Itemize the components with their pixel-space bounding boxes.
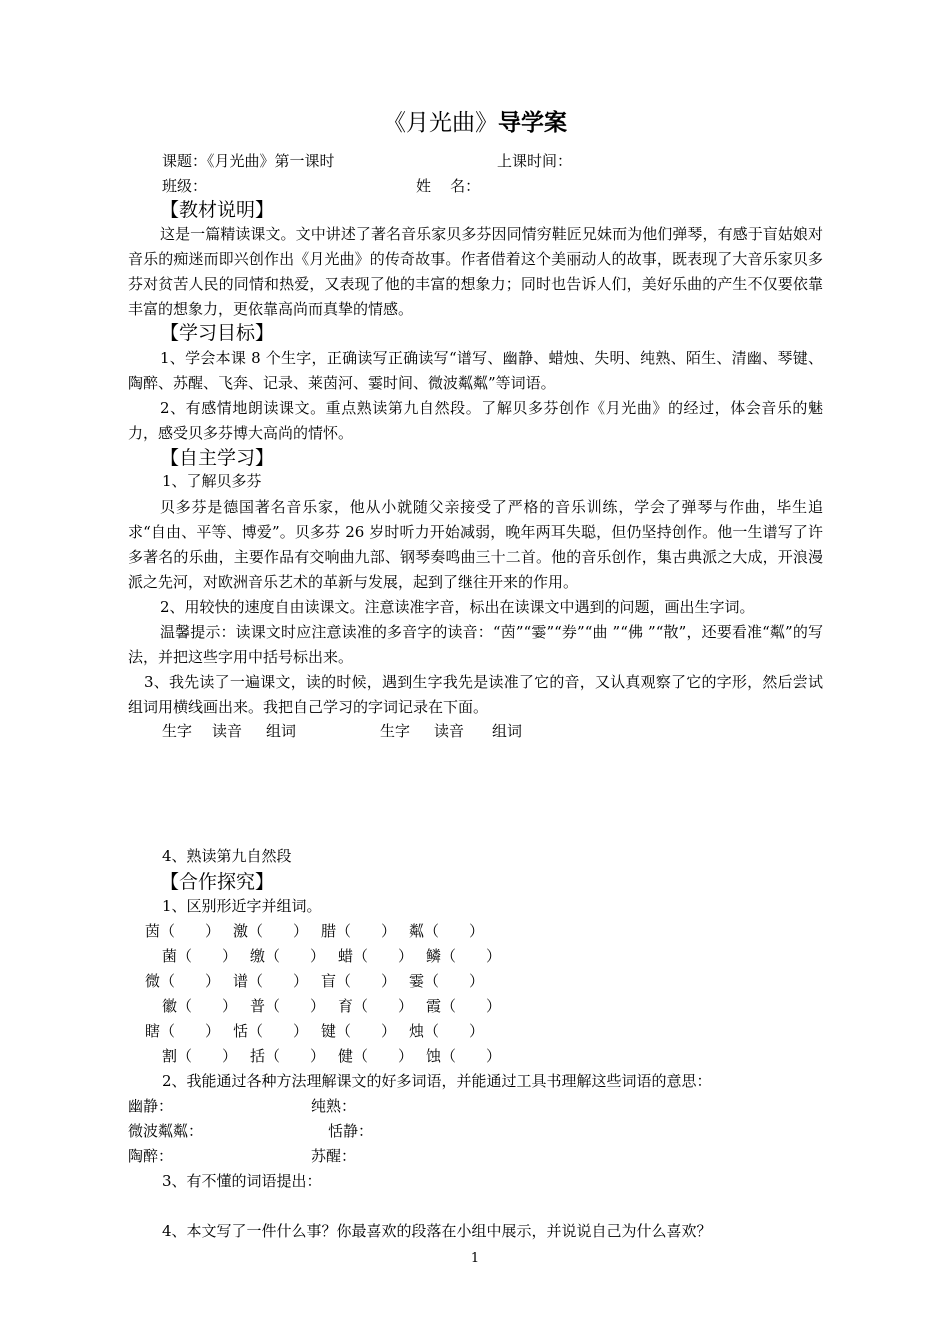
title-book-name: 《月光曲》 bbox=[383, 110, 498, 136]
header-word-2: 组词 bbox=[492, 722, 523, 740]
materials-paragraph: 这是一篇精读课文。文中讲述了著名音乐家贝多芬因同情穷鞋匠兄妹而为他们弹琴，有感于盲姑娘对音乐的痴迷而即兴创作出《月光曲》的传奇故事。作者借着这个美丽动人的故事，既表现了大音乐家贝多芬对贫苦人民的同情和热爱，又表现了他的丰富的想象力；同时也告诉人们，美好乐曲的产生不仅要依靠丰富的想象力，更依靠高尚而真挚的情感。 bbox=[128, 225, 823, 318]
cooperation-item-4: 4、本文写了一件什么事？你最喜欢的段落在小组中展示，并说说自己为什么喜欢？ bbox=[162, 1222, 712, 1240]
char-cell: 徽（ ） bbox=[162, 997, 238, 1015]
section-heading-cooperation: 【合作探究】 bbox=[160, 871, 275, 893]
self-study-item-4: 4、熟读第九自然段 bbox=[162, 847, 292, 865]
word-label: 苏醒： bbox=[311, 1147, 357, 1165]
self-study-item-1-title: 1、了解贝多芬 bbox=[162, 472, 262, 490]
goal-item-1: 1、学会本课 8 个生字，正确读写正确读写“谱写、幽静、蜡烛、失明、纯熟、陌生、清幽、琴键、陶醉、苏醒、飞奔、记录、莱茵河、霎时间、微波粼粼”等词语。 bbox=[128, 349, 823, 392]
char-cell: 蜡（ ） bbox=[338, 947, 414, 965]
word-label: 恬静： bbox=[328, 1122, 374, 1140]
char-cell: 微（ ） bbox=[145, 972, 221, 990]
header-pron-1: 读音 bbox=[212, 722, 243, 740]
char-row-5 bbox=[145, 1020, 497, 1042]
cooperation-item-2: 2、我能通过各种方法理解课文的好多词语，并能通过工具书理解这些词语的意思： bbox=[162, 1072, 712, 1090]
page-number: 1 bbox=[470, 1251, 480, 1266]
char-cell: 盲（ ） bbox=[321, 972, 397, 990]
char-cell: 茵（ ） bbox=[145, 922, 221, 940]
word-label: 陶醉： bbox=[128, 1147, 174, 1165]
page-title bbox=[0, 108, 950, 138]
name-label: 姓 名： bbox=[416, 177, 481, 195]
header-char-1: 生字 bbox=[162, 722, 193, 740]
header-pron-2: 读音 bbox=[434, 722, 465, 740]
goal-item-2: 2、有感情地朗读课文。重点熟读第九自然段。了解贝多芬创作《月光曲》的经过，体会音乐的魅力，感受贝多芬博大高尚的情怀。 bbox=[128, 399, 823, 442]
char-row-6 bbox=[162, 1045, 514, 1067]
char-cell: 菌（ ） bbox=[162, 947, 238, 965]
char-cell: 育（ ） bbox=[338, 997, 414, 1015]
char-cell: 括（ ） bbox=[250, 1047, 326, 1065]
char-cell: 腊（ ） bbox=[321, 922, 397, 940]
word-label: 纯熟： bbox=[311, 1097, 357, 1115]
section-heading-materials: 【教材说明】 bbox=[160, 199, 275, 221]
char-row-2 bbox=[162, 945, 514, 967]
beethoven-paragraph: 贝多芬是德国著名音乐家，他从小就随父亲接受了严格的音乐训练，学会了弹琴与作曲，毕生追求“自由、平等、博爱”。贝多芬 26 岁时听力开始减弱，晚年两耳失聪，但仍坚持创作。他一生谱写了许多著名的乐曲，主要作品有交响曲九部、钢琴奏鸣曲三十二首。他的音乐创作，集古典派之大成，开浪漫派之先河，对欧洲音乐艺术的革新与发展，起到了继往开来的作用。 bbox=[128, 498, 823, 591]
self-study-item-2: 2、用较快的速度自由读课文。注意读准字音，标出在读课文中遇到的问题，画出生字词。 bbox=[160, 598, 755, 616]
topic-label: 课题：《月光曲》第一课时 bbox=[162, 152, 335, 170]
reading-tip: 温馨提示：读课文时应注意读准的多音字的读音：“茵”“霎”“券”“曲 ”“佛 ”“散”，还要看准“粼”的写法，并把这些字用中括号标出来。 bbox=[128, 623, 823, 666]
word-label: 幽静： bbox=[128, 1097, 174, 1115]
time-label: 上课时间： bbox=[497, 152, 573, 170]
class-label: 班级： bbox=[162, 177, 208, 195]
char-cell: 蚀（ ） bbox=[426, 1047, 502, 1065]
char-row-1 bbox=[145, 920, 497, 942]
section-heading-goals: 【学习目标】 bbox=[160, 322, 275, 344]
char-cell: 瞎（ ） bbox=[145, 1022, 221, 1040]
title-suffix: 导学案 bbox=[498, 109, 567, 136]
char-cell: 烛（ ） bbox=[409, 1022, 485, 1040]
char-cell: 缴（ ） bbox=[250, 947, 326, 965]
self-study-item-3: 3、我先读了一遍课文，读的时候，遇到生字我先是读准了它的音，又认真观察了它的字形，然后尝试组词用横线画出来。我把自己学习的字词记录在下面。 bbox=[128, 673, 823, 716]
word-label: 微波粼粼： bbox=[128, 1122, 204, 1140]
header-word-1: 组词 bbox=[266, 722, 297, 740]
char-row-3 bbox=[145, 970, 497, 992]
char-cell: 霎（ ） bbox=[409, 972, 485, 990]
char-cell: 激（ ） bbox=[233, 922, 309, 940]
char-cell: 恬（ ） bbox=[233, 1022, 309, 1040]
char-row-4 bbox=[162, 995, 514, 1017]
char-cell: 霞（ ） bbox=[426, 997, 502, 1015]
char-cell: 健（ ） bbox=[338, 1047, 414, 1065]
char-cell: 键（ ） bbox=[321, 1022, 397, 1040]
cooperation-item-1: 1、区别形近字并组词。 bbox=[162, 897, 322, 915]
char-cell: 谱（ ） bbox=[233, 972, 309, 990]
char-cell: 普（ ） bbox=[250, 997, 326, 1015]
char-cell: 鳞（ ） bbox=[426, 947, 502, 965]
cooperation-item-3: 3、有不懂的词语提出： bbox=[162, 1172, 322, 1190]
header-char-2: 生字 bbox=[380, 722, 411, 740]
section-heading-self-study: 【自主学习】 bbox=[160, 447, 275, 469]
char-table-header bbox=[162, 720, 522, 742]
char-cell: 割（ ） bbox=[162, 1047, 238, 1065]
char-cell: 粼（ ） bbox=[409, 922, 485, 940]
